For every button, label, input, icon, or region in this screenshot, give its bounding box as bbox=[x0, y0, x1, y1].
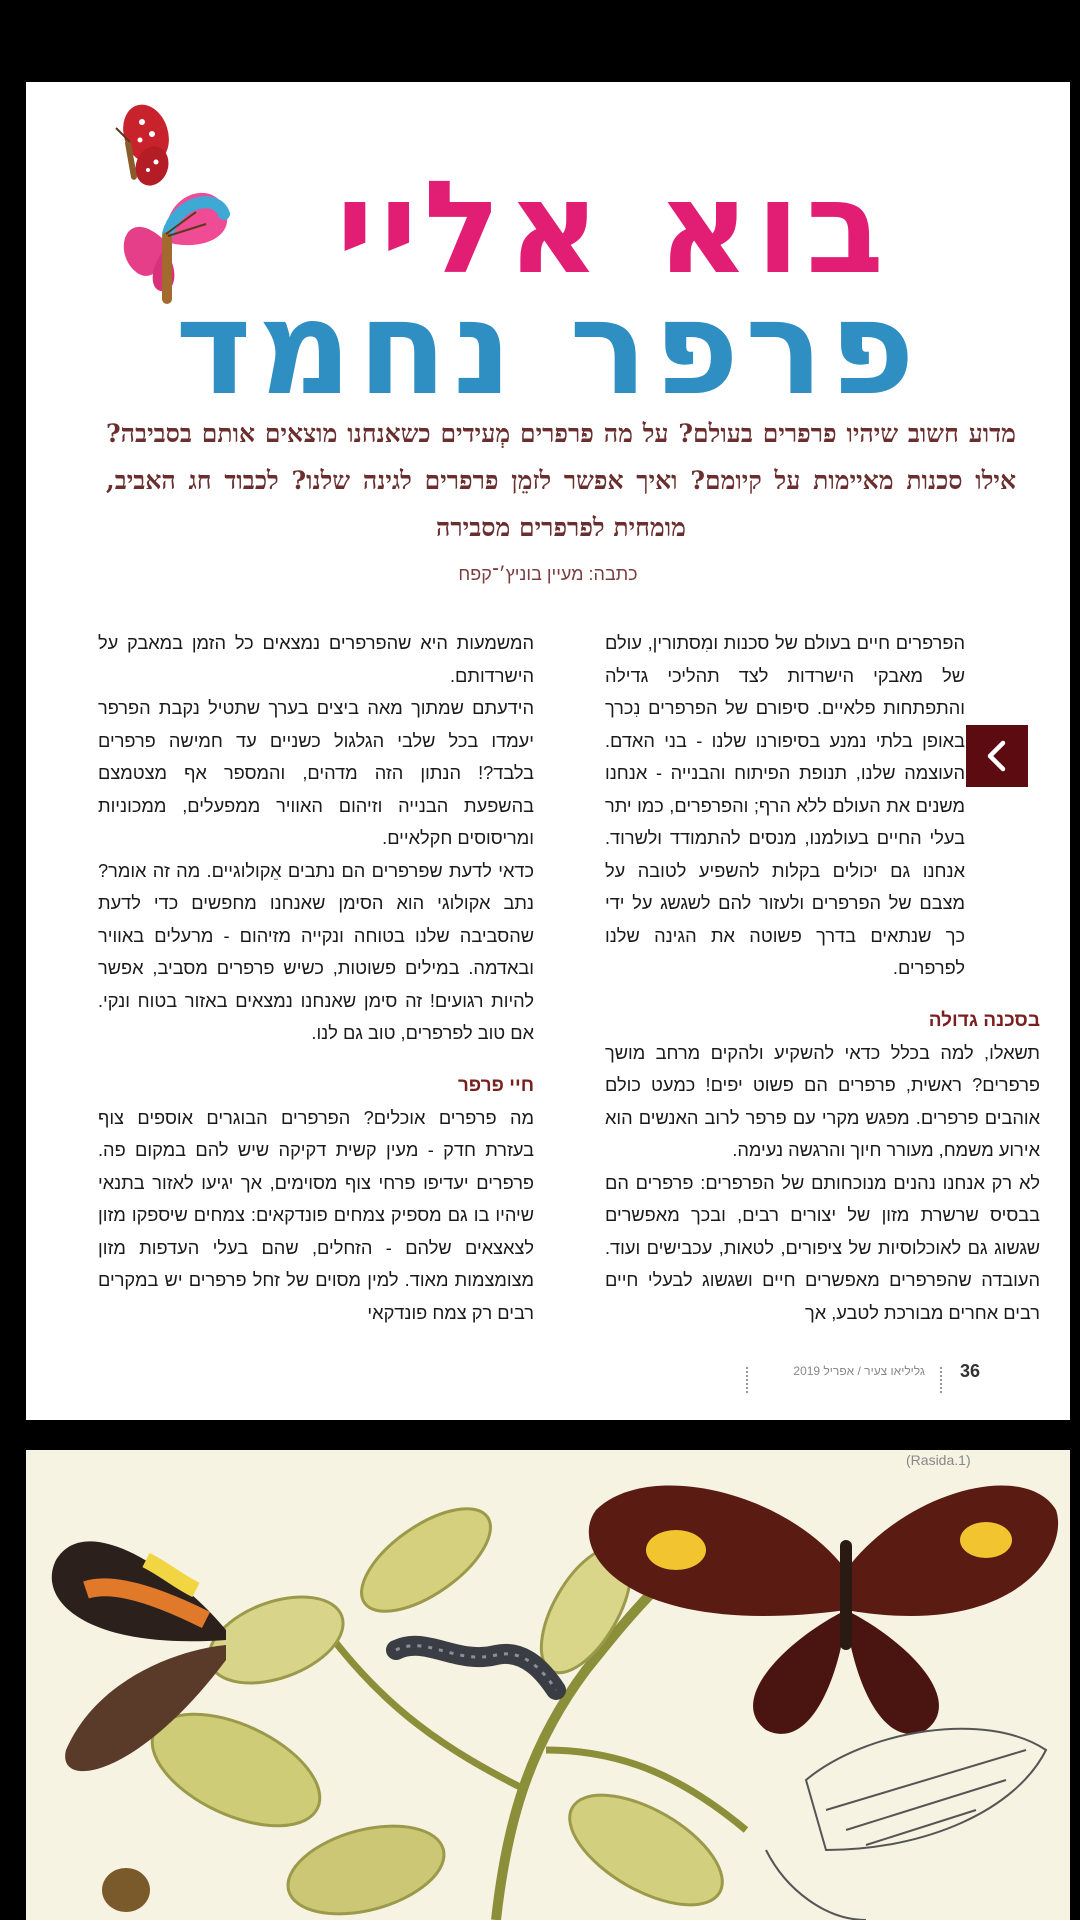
red-butterfly-right bbox=[589, 1486, 1058, 1734]
magazine-page bbox=[26, 82, 1070, 1420]
page-number: 36 bbox=[959, 1361, 980, 1381]
footer-divider bbox=[940, 1367, 942, 1393]
article-byline: כתבה: מעיין בוניץ׳־קפח bbox=[458, 564, 638, 584]
paragraph: כדאי לדעת שפרפרים הם נתבים אֵקולוגיים. מה זה אומר? נתב אקולוגי הוא הסימן שאנחנו מחפשים כדי לדעת שהסביבה שלנו בטוחה ונקייה מזיהום - מרעלים באוויר ובאדמה. במילים פשוטות, כשיש פרפרים מסביב, אפשר להיות רגועים! זה סימן שאנחנו נמצאים באזור בטוח ונקי. אם טוב לפרפרים, טוב גם לנו. bbox=[98, 860, 534, 1043]
article-title-line2: פרפר נחמד bbox=[175, 272, 921, 424]
paragraph: לא רק אנחנו נהנים מנוכחותם של הפרפרים: פרפרים הם בבסיס שרשרת מזון של יצורים רבים, ובכך מאפשרים שגשוג גם לאוכלוסיות של ציפורים, לטאות, עכבישים ועוד. העובדה שהפרפרים מאפשרים חיים ושגשוג לבעלי חיים רבים אחרים מבורכת לטבע, אך bbox=[605, 1172, 1040, 1323]
beetle-illustration bbox=[102, 1868, 150, 1912]
caterpillar-illustration bbox=[396, 1646, 556, 1690]
article-lead: מדוע חשוב שיהיו פרפרים בעולם? על מה פרפרים מְעידים כשאנחנו מוצאים אותם בסביבה? אילו סכנות מאיימות על קיומם? ואיך אפשר לזמֵן פרפרים לגינה שלנו? לכבוד חג האביב, מומחית לפרפרים מסבירה bbox=[106, 419, 1016, 542]
publication-info: גליליאו צעיר / אפריל 2019 bbox=[793, 1364, 925, 1378]
article-column-right bbox=[605, 627, 1040, 1329]
section-heading: בסכנה גדולה bbox=[928, 1009, 1040, 1031]
paragraph: תשאלו, למה בכלל כדאי להשקיע ולהקים מרחב מושך פרפרים? ראשית, פרפרים הם פשוט יפים! כמעט כולם אוהבים פרפרים. מפגש מקרי עם פרפר לרוב האנשים הוא אירוע משמח, מעורר חיוך והרגשה נעימה. bbox=[605, 1042, 1040, 1160]
paragraph: הפרפרים חיים בעולם של סכנות ומִסתורין, עולם של מאבקי הישרדות לצד תהליכי גדילה והתפתחות פלאיים. סיפורם של הפרפרים נִכרך באופן בלתי נמנע בסיפורנו שלנו - בני האדם. העוצמה שלנו, תנופת הפיתוח והבנייה - אנחנו משנים את העולם ללא הרף; והפרפרים, כמו יתר בעלי החיים בעולמנו, מנסים להתמודד ולשרוד. אנחנו גם יכולים בקלות להשפיע לטובה על מצבם של הפרפרים ולעזור להם לשגשג על ידי כך שנתאים בדרך פשוטה את הגינה שלנו לפרפרים. bbox=[605, 633, 965, 978]
wing-sketch bbox=[766, 1729, 1046, 1920]
butterfly-illustration-panel bbox=[26, 1450, 1070, 1920]
article-column-left bbox=[98, 627, 534, 1329]
footer-divider bbox=[746, 1367, 748, 1393]
paragraph: הידעתם שמתוך מאה ביצים בערך שתטיל נקבת הפרפר יעמדו בכל שלבי הגלגול כשניים עד חמישה פרפרים בלבד?! הנתון הזה מדהים, והמספר אף מצטמצם בהשפעת הבנייה וזיהום האוויר ממפעלים, ממכוניות ומריסוסים חקלאיים. bbox=[98, 698, 534, 848]
botanical-illustration bbox=[26, 1450, 1070, 1920]
paragraph: מה פרפרים אוכלים? הפרפרים הבוגרים אוספים צוף בעזרת חדק - מעין קשית דקיקה שיש להם במקום פה. פרפרים יעדיפו פרחי צוף מסוימים, אך יגיעו לאזור בתנאי שיהיו בו גם מספיק צמחים פונדקאים: צמחים שיספקו מזון לצאצאים שלהם - הזחלים, שהם בעלי העדפות מזון מצומצמות מאוד. למין מסוים של זחל פרפרים יש במקרים רבים רק צמח פונדקאי bbox=[98, 1107, 534, 1323]
article-title-line1: בוא אליי bbox=[336, 154, 890, 303]
section-heading: חיי פרפר bbox=[457, 1074, 534, 1096]
paragraph: המשמעות היא שהפרפרים נמצאים כל הזמן במאבק על הישרדותם. bbox=[98, 633, 534, 686]
illustration-caption: (1.Rasida) bbox=[906, 1452, 971, 1468]
